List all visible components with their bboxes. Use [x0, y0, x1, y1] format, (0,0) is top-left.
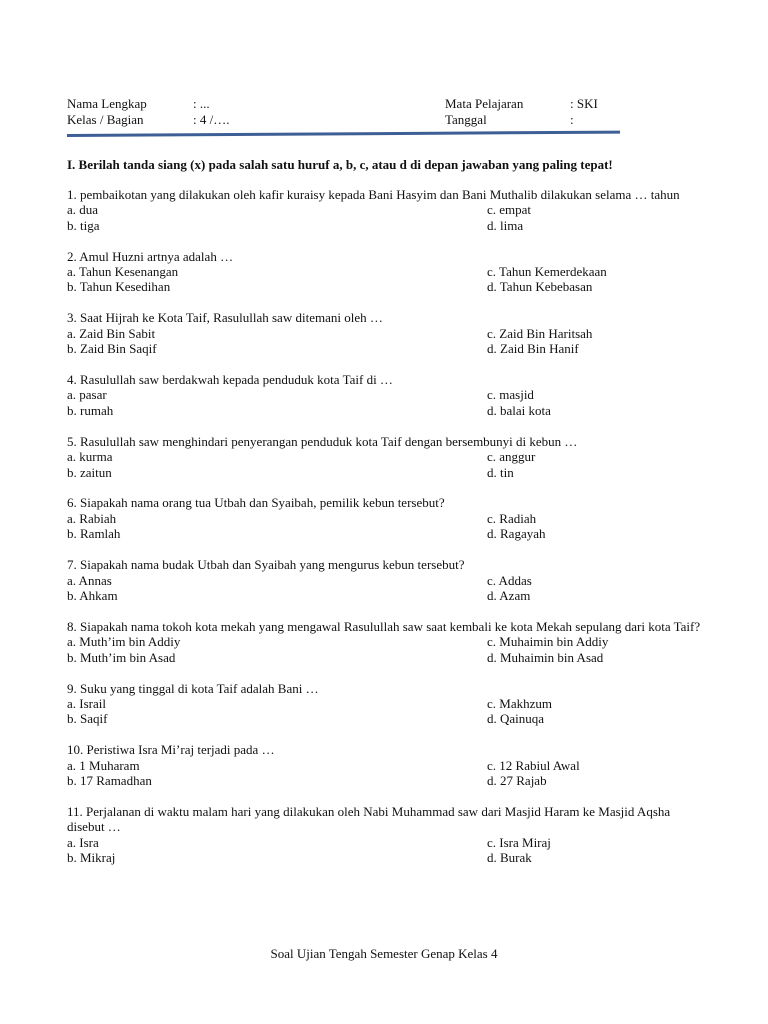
date-label: Tanggal [445, 111, 487, 127]
section-instruction: I. Berilah tanda siang (x) pada salah satu huruf a, b, c, atau d di depan jawaban yang paling tepat! [67, 157, 613, 172]
answer-options [67, 326, 707, 357]
subject-label: Mata Pelajaran [445, 96, 524, 111]
answer-options [67, 202, 707, 233]
option-d: d. Muhaimin bin Asad [487, 649, 604, 665]
option-b: b. zaitun [67, 464, 112, 480]
option-c: c. Isra Miraj [487, 834, 551, 850]
date-value: : [570, 111, 574, 127]
class-label: Kelas / Bagian [67, 111, 144, 127]
question-3 [67, 310, 707, 356]
option-b: b. Ahkam [67, 587, 118, 603]
option-b: b. rumah [67, 402, 114, 418]
header-row-2 [67, 112, 627, 128]
question-2 [67, 249, 707, 295]
student-info-header [67, 96, 627, 127]
question-list [67, 187, 707, 881]
option-c: c. anggur [487, 449, 536, 465]
option-d: d. Qainuqa [487, 711, 545, 727]
question-stem: 11. Perjalanan di waktu malam hari yang dilakukan oleh Nabi Muhammad saw dari Masjid Haram ke Masjid Aqsha disebut … [67, 803, 671, 835]
option-a: a. dua [67, 202, 99, 218]
option-a: a. 1 Muharam [67, 757, 140, 773]
option-c: c. masjid [487, 387, 534, 403]
option-c: c. Radiah [487, 510, 537, 526]
name-label: Nama Lengkap [67, 96, 147, 111]
option-a: a. Annas [67, 572, 112, 588]
option-d: d. Ragayah [487, 526, 546, 542]
question-stem: 8. Siapakah nama tokoh kota mekah yang mengawal Rasulullah saw saat kembali ke kota Mekah sepulang dari kota Taif? [67, 618, 701, 634]
question-stem: 5. Rasulullah saw menghindari penyerangan penduduk kota Taif dengan bersembunyi di kebun … [67, 433, 578, 449]
name-value: : ... [193, 96, 210, 111]
question-stem: 2. Amul Huzni artnya adalah … [67, 248, 234, 264]
question-stem: 4. Rasulullah saw berdakwah kepada penduduk kota Taif di … [67, 372, 393, 388]
option-c: c. Addas [487, 572, 532, 588]
question-5 [67, 434, 707, 480]
option-c: c. Zaid Bin Haritsah [487, 325, 593, 341]
question-10 [67, 742, 707, 788]
answer-options [67, 634, 707, 665]
option-a: a. Tahun Kesenangan [67, 264, 179, 280]
question-stem: 6. Siapakah nama orang tua Utbah dan Syaibah, pemilik kebun tersebut? [67, 495, 445, 511]
answer-options [67, 696, 707, 727]
option-a: a. pasar [67, 387, 107, 403]
answer-options [67, 511, 707, 542]
option-b: b. 17 Ramadhan [67, 772, 152, 788]
option-b: b. Muth’im bin Asad [67, 649, 176, 665]
option-a: a. Muth’im bin Addiy [67, 634, 181, 650]
option-a: a. Zaid Bin Sabit [67, 325, 156, 341]
answer-options [67, 573, 707, 604]
option-d: d. tin [487, 464, 514, 480]
question-11 [67, 804, 707, 866]
option-d: d. 27 Rajab [487, 772, 547, 788]
header-row-1 [67, 96, 627, 112]
option-c: c. Tahun Kemerdekaan [487, 264, 607, 280]
answer-options [67, 758, 707, 789]
subject-value: : SKI [570, 96, 598, 111]
option-a: a. Rabiah [67, 510, 117, 526]
option-d: d. lima [487, 217, 524, 233]
option-d: d. balai kota [487, 402, 551, 418]
option-c: c. Makhzum [487, 695, 552, 711]
option-c: c. empat [487, 202, 532, 218]
question-stem: 1. pembaikotan yang dilakukan oleh kafir kuraisy kepada Bani Hasyim dan Bani Muthalib dilakukan selama … tahun [67, 187, 680, 202]
option-b: b. Zaid Bin Saqif [67, 341, 157, 357]
option-d: d. Azam [487, 587, 531, 603]
option-d: d. Tahun Kebebasan [487, 279, 593, 295]
question-7 [67, 557, 707, 603]
option-b: b. Mikraj [67, 850, 116, 866]
question-9 [67, 681, 707, 727]
option-a: a. Israil [67, 695, 106, 711]
option-c: c. 12 Rabiul Awal [487, 757, 580, 773]
question-stem: 9. Suku yang tinggal di kota Taif adalah Bani … [67, 680, 319, 696]
option-c: c. Muhaimin bin Addiy [487, 634, 609, 650]
answer-options [67, 264, 707, 295]
question-stem: 10. Peristiwa Isra Mi’raj terjadi pada … [67, 742, 275, 758]
answer-options [67, 387, 707, 418]
class-value: : 4 /…. [193, 111, 230, 127]
option-a: a. Isra [67, 834, 99, 850]
option-d: d. Burak [487, 850, 532, 866]
option-d: d. Zaid Bin Hanif [487, 341, 579, 357]
page-footer: Soal Ujian Tengah Semester Genap Kelas 4 [270, 946, 498, 961]
question-8 [67, 619, 707, 665]
option-a: a. kurma [67, 449, 113, 465]
option-b: b. Tahun Kesedihan [67, 279, 171, 295]
question-stem: 7. Siapakah nama budak Utbah dan Syaibah yang mengurus kebun tersebut? [67, 557, 465, 573]
option-b: b. Ramlah [67, 526, 121, 542]
question-6 [67, 495, 707, 541]
header-divider [67, 131, 620, 137]
option-b: b. tiga [67, 217, 100, 233]
question-stem: 3. Saat Hijrah ke Kota Taif, Rasulullah saw ditemani oleh … [67, 310, 383, 326]
option-b: b. Saqif [67, 711, 108, 727]
question-4 [67, 372, 707, 418]
answer-options [67, 835, 707, 866]
answer-options [67, 449, 707, 480]
question-1 [67, 187, 707, 233]
